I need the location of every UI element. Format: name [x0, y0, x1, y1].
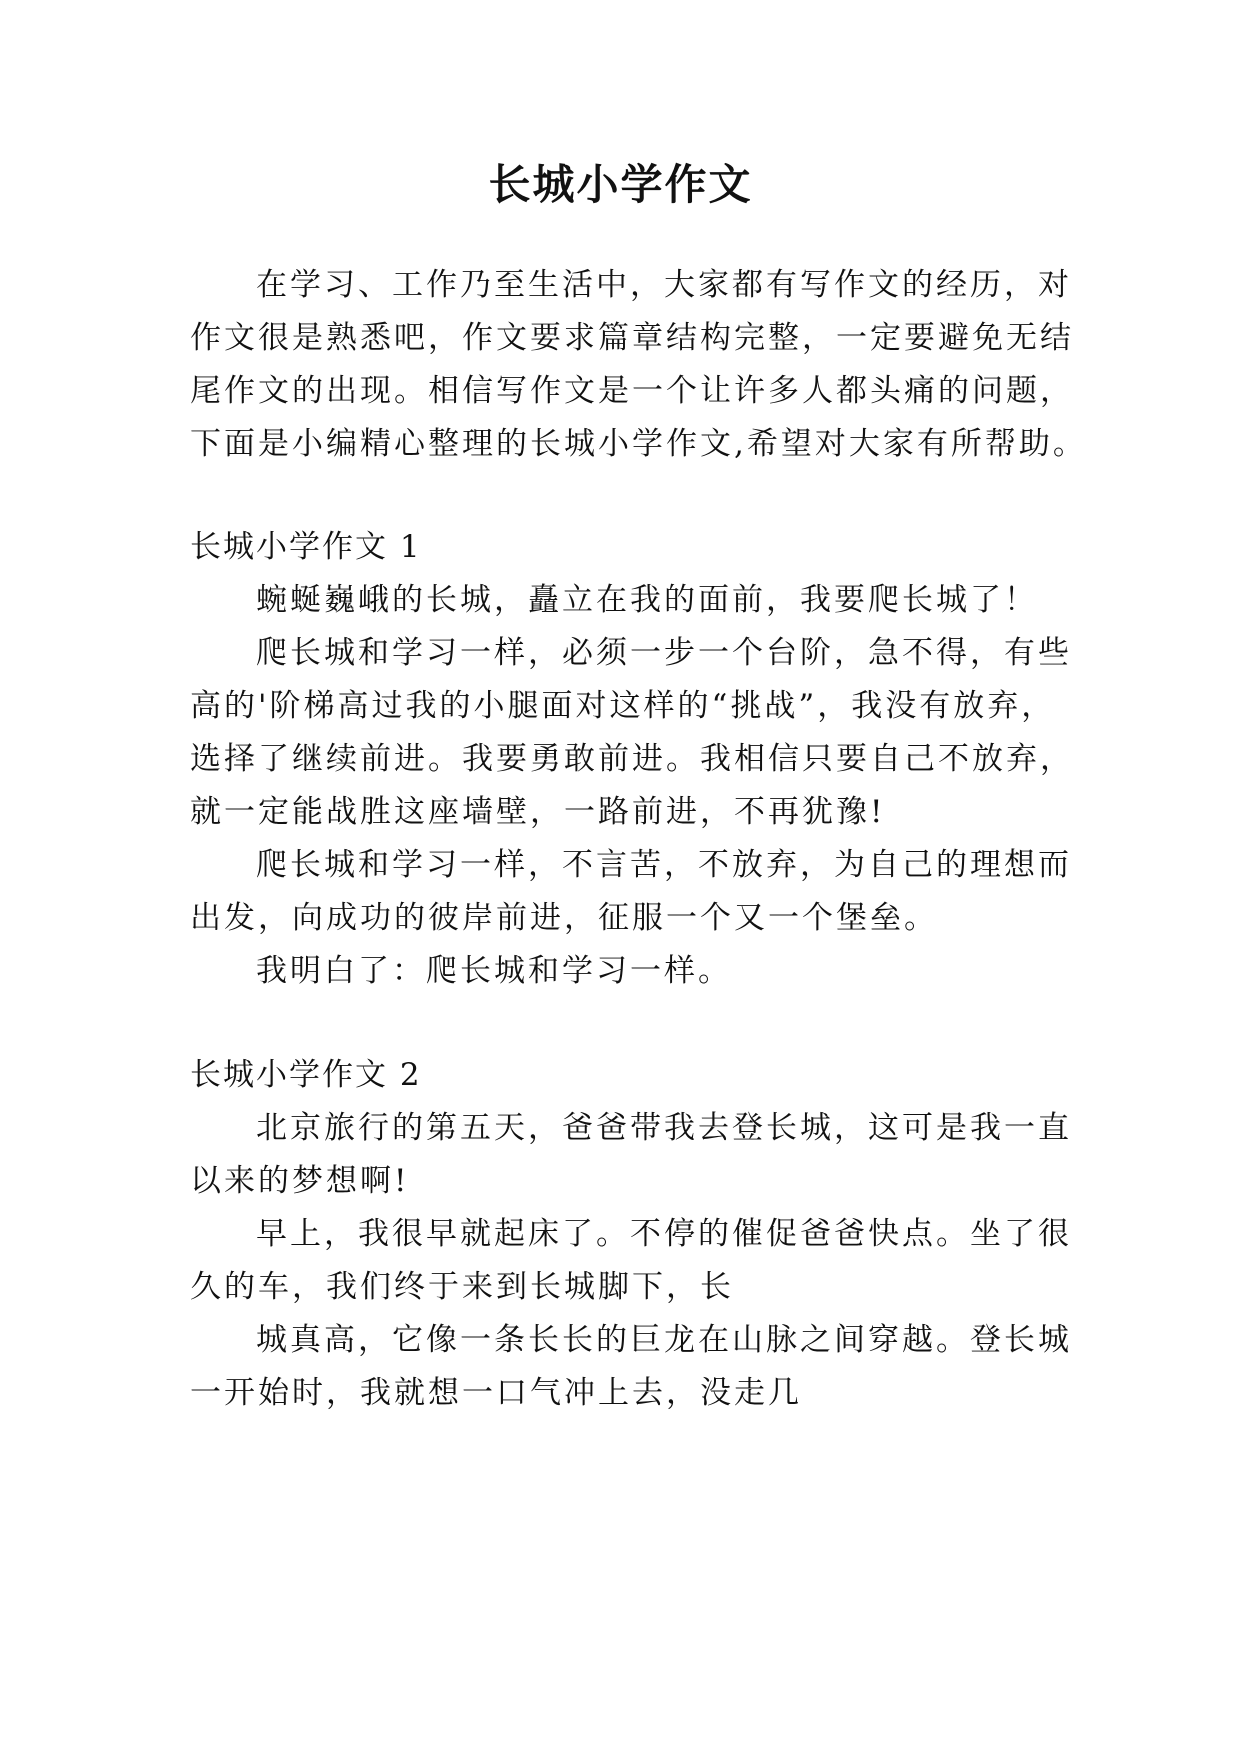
essay-1-line: 我明白了：爬长城和学习一样。	[256, 953, 732, 989]
essay-2-line: 久的车，我们终于来到长城脚下，长	[190, 1269, 734, 1305]
essay-2-heading: 长城小学作文 2	[190, 1057, 422, 1093]
document-title: 长城小学作文	[488, 160, 753, 209]
essay-2-line: 北京旅行的第五天，爸爸带我去登长城，这可是我一直	[256, 1110, 1072, 1146]
essay-2-line: 城真高，它像一条长长的巨龙在山脉之间穿越。登长城	[256, 1322, 1072, 1358]
essay-1-heading: 长城小学作文 1	[190, 529, 422, 565]
essay-1-line: 蜿蜒巍峨的长城，矗立在我的面前，我要爬长城了！	[256, 582, 1038, 618]
essay-1-line: 就一定能战胜这座墙壁，一路前进，不再犹豫!	[190, 794, 886, 830]
intro-line: 作文很是熟悉吧，作文要求篇章结构完整，一定要避免无结	[190, 320, 1074, 356]
essay-2-line: 一开始时，我就想一口气冲上去，没走几	[190, 1375, 802, 1411]
intro-line: 在学习、工作乃至生活中，大家都有写作文的经历，对	[256, 267, 1072, 303]
essay-1-line: 出发，向成功的彼岸前进，征服一个又一个堡垒。	[190, 900, 938, 936]
intro-line: 下面是小编精心整理的长城小学作文,希望对大家有所帮助。	[190, 426, 1087, 462]
essay-2-line: 以来的梦想啊!	[190, 1163, 410, 1199]
essay-1-line: 高的'阶梯高过我的小腿面对这样的“挑战”，我没有放弃，	[190, 688, 1056, 724]
essay-1-line: 选择了继续前进。我要勇敢前进。我相信只要自己不放弃，	[190, 741, 1074, 777]
essay-1-line: 爬长城和学习一样，必须一步一个台阶，急不得，有些	[256, 635, 1072, 671]
intro-line: 尾作文的出现。相信写作文是一个让许多人都头痛的问题，	[190, 373, 1074, 409]
essay-2-line: 早上，我很早就起床了。不停的催促爸爸快点。坐了很	[256, 1216, 1072, 1252]
essay-1-line: 爬长城和学习一样，不言苦，不放弃，为自己的理想而	[256, 847, 1072, 883]
